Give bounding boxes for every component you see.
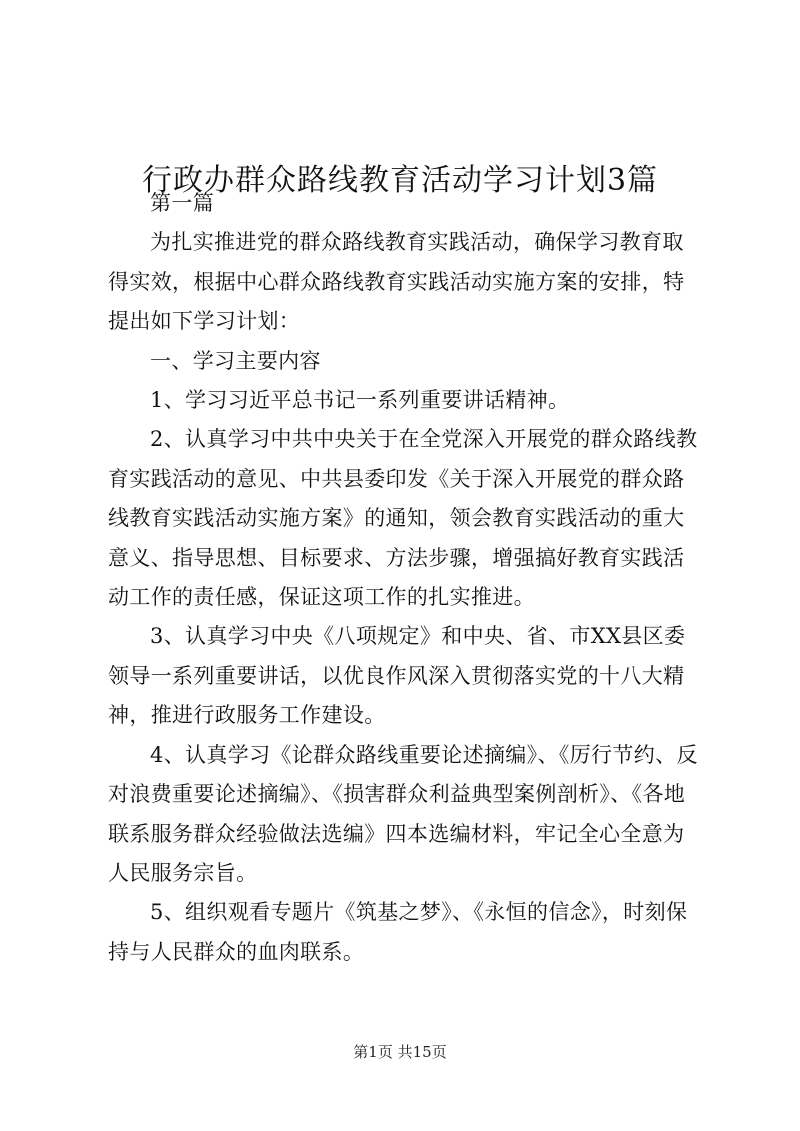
- page-footer: 第1页 共15页: [353, 1043, 447, 1061]
- list-item: 2、认真学习中共中央关于在全党深入开展党的群众路线教育实践活动的意见、中共县委印发《关于深入开展党的群众路线教育实践活动实施方案》的通知，领会教育实践活动的重大意义、指导思想、目标要求、方法步骤，增强搞好教育实践活动工作的责任感，保证这项工作的扎实推进。: [108, 427, 698, 610]
- list-item: 5、组织观看专题片《筑基之梦》、《永恒的信念》，时刻保持与人民群众的血肉联系。: [108, 900, 688, 964]
- document-body: [108, 184, 704, 972]
- list-item: 4、认真学习《论群众路线重要论述摘编》、《厉行节约、反对浪费重要论述摘编》、《损害群众利益典型案例剖析》、《各地联系服务群众经验做法选编》四本选编材料，牢记全心全意为人民服务宗旨。: [108, 742, 698, 885]
- list-item: 1、学习习近平总书记一系列重要讲话精神。: [150, 388, 570, 413]
- paragraph: 为扎实推进党的群众路线教育实践活动，确保学习教育取得实效，根据中心群众路线教育实践活动实施方案的安排，特提出如下学习计划：: [108, 230, 685, 334]
- section-heading: 一、学习主要内容: [150, 348, 321, 373]
- section-heading: 第一篇: [150, 191, 215, 215]
- list-item: 3、认真学习中央《八项规定》和中央、省、市XX县区委领导一系列重要讲话，以优良作风深入贯彻落实党的十八大精神，推进行政服务工作建设。: [108, 624, 686, 728]
- document-title: 行政办群众路线教育活动学习计划3篇: [141, 163, 659, 199]
